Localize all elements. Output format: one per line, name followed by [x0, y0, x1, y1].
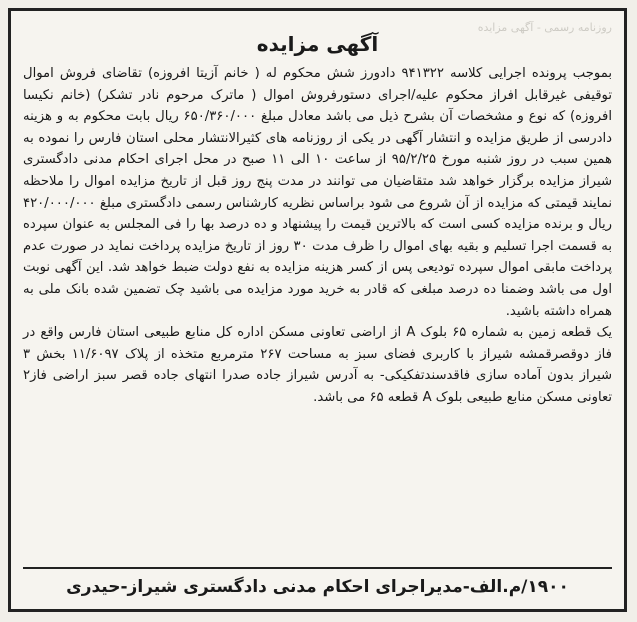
notice-title: آگهی مزایده [256, 32, 379, 56]
notice-signature: ۱۹۰۰/م.الف-مدیراجرای احکام مدنی دادگستری شیراز-حیدری [66, 577, 569, 597]
faded-bleed-through-text: روزنامه رسمی - آگهی مزایده [477, 21, 612, 34]
notice-paragraph-property: یک قطعه زمین به شماره ۶۵ بلوک A از اراضی تعاونی مسکن اداره کل منابع طبیعی استان فارس واقع در فاز دوقصرقمشه شیراز با کاربری فضای سبز به مساحت ۲۶۷ مترمربع متخذه از پلاک ۱۱/۶۰۹۷ بخش ۳ شیراز بدون آماده سازی فاقدسندتفکیکی- به آدرس شیراز جاده صدرا انتهای جاده قصر سبز اراضی فاز۲ تعاونی مسکن منابع طبیعی بلوک A قطعه ۶۵ می باشد. [23, 325, 612, 405]
footer-divider [23, 567, 612, 569]
auction-notice [8, 8, 627, 612]
notice-body [23, 63, 612, 409]
notice-paragraph-main: بموجب پرونده اجرایی کلاسه ۹۴۱۳۲۲ دادورز شش محکوم له ( خانم آزیتا افروزه) تقاضای فروش اموال توقیفی غیرقابل افراز محکوم علیه/اجرای دستورفروش اموال ( ماترک مرحوم نادر تشکر) (خانم نکیسا افروزه) که نوع و مشخصات آن بشرح ذیل می باشد معادل مبلغ ۶۵۰/۳۶۰/۰۰۰ ریال بابت محکوم به و هزینه دادرسی از طریق مزایده و انتشار آگهی در یکی از روزنامه های کثیرالانتشار محلی استان فارس را نموده به همین سبب در روز شنبه مورخ ۹۵/۲/۲۵ از ساعت ۱۰ الی ۱۱ صبح در محل اجرای احکام مدنی دادگستری شیراز مزایده برگزار خواهد شد متقاضیان می توانند در مدت پنج روز قبل از تاریخ مزایده اموال را ملاحظه نمایند قیمتی که مزایده از آن شروع می شود براساس نظریه کارشناس رسمی دادگستری مبلغ ۴۲۰/۰۰۰/۰۰۰ ریال و برنده مزایده کسی است که بالاترین قیمت را پیشنهاد و ده درصد بها را فی المجلس به عنوان سپرده به قسمت اجرا تسلیم و بقیه بهای اموال را ظرف مدت ۳۰ روز از تاریخ مزایده پرداخت نماید در صورت عدم پرداخت مابقی اموال سپرده تودیعی پس از کسر هزینه مزایده به نفع دولت ضبط خواهد شد. این آگهی نوبت اول می باشد وضمنا ده درصد مبلغی که قادر به خرید مورد مزایده می باشید چک تضمین شده بانک ملی به همراه داشته باشید. [23, 66, 612, 319]
